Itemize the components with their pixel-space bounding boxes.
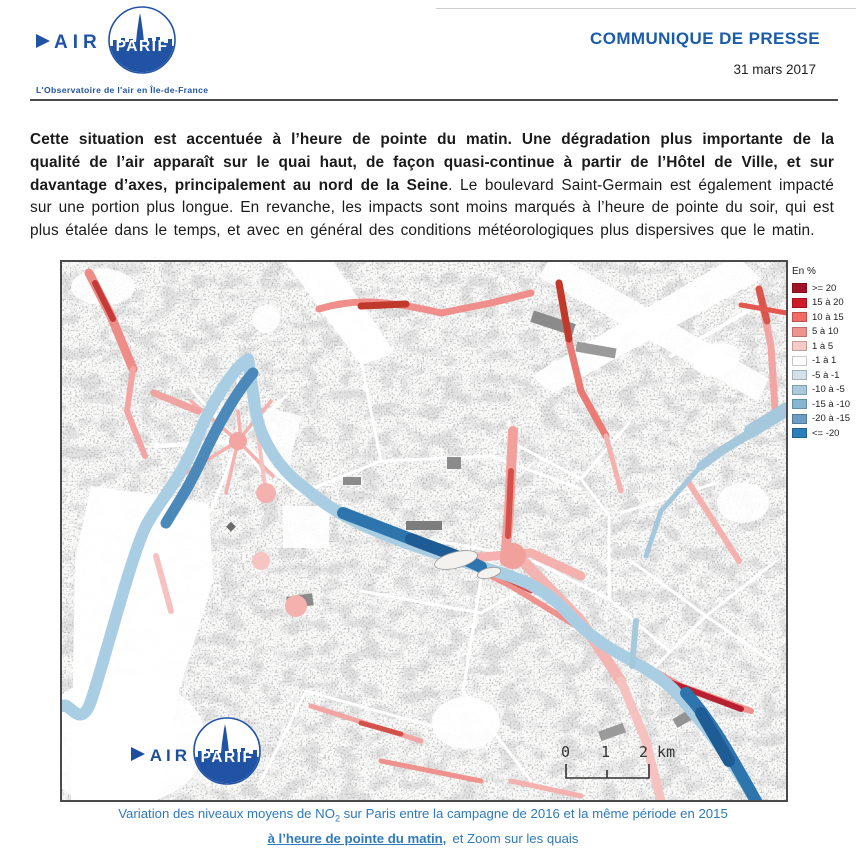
- header-rule: [30, 99, 838, 101]
- legend-swatch: [792, 298, 807, 308]
- legend-swatch: [792, 341, 807, 351]
- scale-label-1: 1: [601, 743, 611, 761]
- legend-row: [792, 414, 862, 424]
- no2-subscript: 2: [334, 813, 340, 824]
- body-paragraph: [30, 129, 834, 242]
- legend-title: En %: [792, 266, 816, 277]
- legend-label: -20 à -15: [812, 413, 851, 424]
- legend-label: -1 à 1: [812, 355, 837, 366]
- legend-swatch: [792, 414, 807, 424]
- map-legend: [792, 266, 862, 443]
- legend-label: -5 à -1: [812, 369, 840, 381]
- legend-label: 10 à 15: [812, 311, 844, 323]
- caption-morning-peak-link[interactable]: à l’heure de pointe du matin,: [267, 830, 447, 846]
- legend-label: <= -20: [812, 427, 840, 439]
- legend-row: [792, 298, 862, 308]
- legend-swatch: [792, 283, 807, 293]
- paris-no2-map: [60, 260, 788, 802]
- document-date: 31 mars 2017: [733, 62, 816, 77]
- map-logo-text-air: AIR: [149, 746, 191, 765]
- logo-tagline: L'Observatoire de l'air en Île-de-France: [36, 85, 209, 95]
- legend-row: [792, 341, 862, 351]
- legend-row: [792, 428, 862, 438]
- caption-line2: [60, 829, 786, 848]
- legend-row: [792, 399, 862, 409]
- airparif-logo: [30, 2, 210, 95]
- map-canvas: [61, 261, 787, 801]
- legend-label: 1 à 5: [812, 340, 834, 352]
- logo-arrow-icon: [36, 34, 50, 48]
- scale-label-2km: 2 km: [639, 743, 676, 761]
- document-title: COMMUNIQUE DE PRESSE: [590, 29, 820, 48]
- legend-row: [792, 327, 862, 337]
- caption-line1-pre: Variation des niveaux moyens de NO: [118, 806, 335, 821]
- legend-swatch: [792, 399, 807, 409]
- logo-text-parif: PARIF: [115, 38, 169, 55]
- legend-swatch: [792, 312, 807, 322]
- legend-row: [792, 370, 862, 380]
- scale-label-0: 0: [561, 743, 571, 761]
- figure-caption: [60, 804, 786, 848]
- logo-text-air: AIR: [54, 32, 102, 53]
- legend-swatch: [792, 428, 807, 438]
- body-lead-bold: Cette situation est accentuée à l’heure de pointe du matin. Une dégradation plus importante de la qualité de l’air apparaît sur le quai haut, de façon quasi-continue à partir de l’Hôtel de Ville, et sur davantage d’axes, principalement au nord de la Seine: [30, 131, 834, 194]
- caption-line1-post: sur Paris entre la campagne de 2016 et la même période en 2015: [339, 806, 728, 821]
- body-rest: . Le boulevard Saint-Germain est également impacté sur une portion plus longue. En revanche, les impacts sont moins marqués à l’heure de pointe du soir, qui est plus étalée dans le temps, et avec en général des conditions météorologiques plus dispersives que le matin.: [30, 176, 834, 239]
- legend-label: 5 à 10: [812, 326, 839, 337]
- legend-row: [792, 312, 862, 322]
- airparif-logo-graphic: [30, 2, 210, 78]
- legend-label: 15 à 20: [812, 297, 844, 308]
- map-logo-text-parif: PARIF: [200, 749, 254, 766]
- legend-swatch: [792, 327, 807, 337]
- legend-row: [792, 356, 862, 366]
- legend-label: >= 20: [812, 282, 837, 294]
- legend-swatch: [792, 356, 807, 366]
- legend-swatch: [792, 370, 807, 380]
- legend-rows: [792, 283, 862, 438]
- header-divider-hairline: [436, 8, 856, 9]
- caption-line1: [60, 804, 786, 829]
- legend-label: -10 à -5: [812, 384, 845, 395]
- legend-label: -15 à -10: [812, 398, 851, 410]
- legend-row: [792, 385, 862, 395]
- legend-row: [792, 283, 862, 293]
- legend-swatch: [792, 385, 807, 395]
- caption-line2-rest: et Zoom sur les quais: [452, 830, 579, 846]
